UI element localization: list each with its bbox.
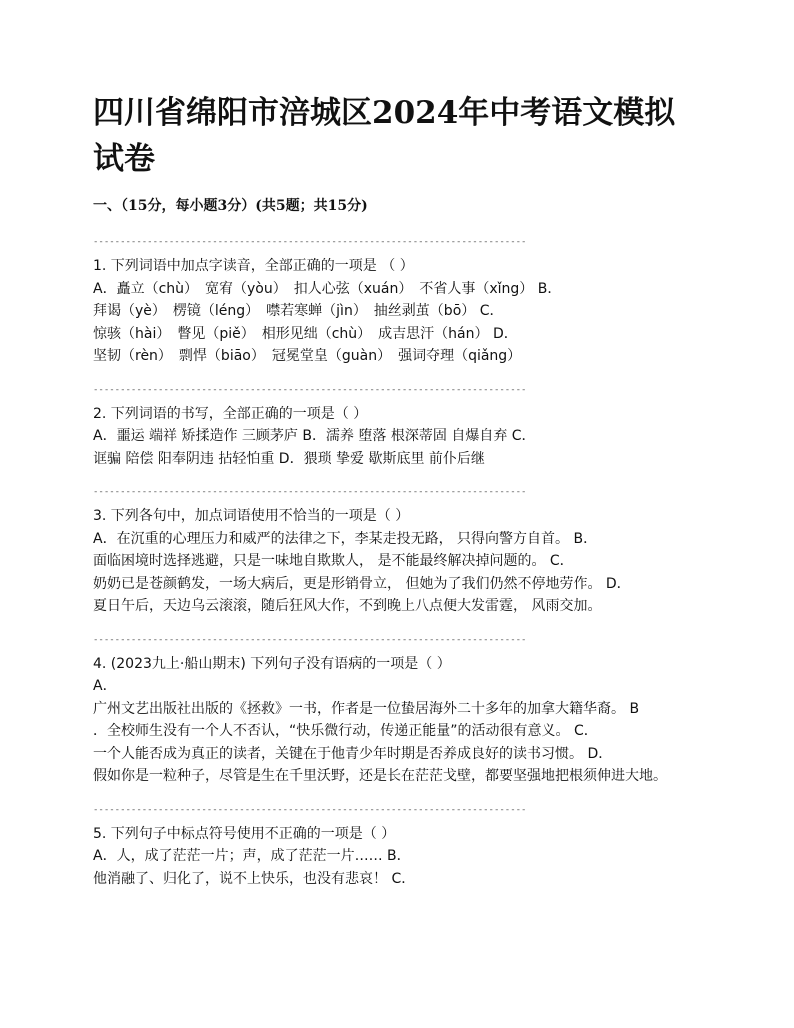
question-divider: -------------------------------------------------------------------------------- xyxy=(93,634,527,645)
question-text: 3. 下列各句中，加点词语使用不恰当的一项是（ ） A．在沉重的心理压力和威严的法律之下，李某走投无路， 只得向警方自首。 B． 面临困境时选择逃避，只是一味地自欺欺人， 是不能最终解决掉问题的。 C． 奶奶已是苍颜鹤发，一场大病后，更是形销骨立， 但她为了我们仍然不停地劳作。 D． 夏日午后，天边乌云滚滚，随后狂风大作，不到晚上八点便大发雷霆， 风雨交加。 xyxy=(93,508,631,614)
question-5 xyxy=(93,823,704,891)
question-divider: -------------------------------------------------------------------------------- xyxy=(93,487,527,497)
question-divider: -------------------------------------------------------------------------------- xyxy=(93,804,527,815)
question-3 xyxy=(93,505,704,618)
question-text: 5. 下列句子中标点符号使用不正确的一项是（ ） A．人，成了茫茫一片；声，成了茫茫一片…… B． 他消融了、归化了，说不上快乐，也没有悲哀！ C． xyxy=(93,825,416,887)
question-text: 1. 下列词语中加点字读音，全部正确的一项是 （ ） A．矗立（chù） 宽宥（yòu） 扣人心弦（xuán） 不省人事（xǐng） B． 拜谒（yè） 楞镜（léng） 噤若寒蝉（jìn） 抽丝剥茧（bō） C． 惊骇（hài） 瞥见（piě） 相形见绌（chù） 成吉思汗（hán） D． 坚韧（rèn） 剽悍（biāo） 冠冕堂皇（guàn） 强词夺理（qiǎng） xyxy=(93,258,562,364)
question-divider: -------------------------------------------------------------------------------- xyxy=(93,384,527,395)
question-1 xyxy=(93,255,704,368)
question-2 xyxy=(93,403,704,471)
section-heading: 一、（15分，每小题3分）(共5题；共15分) xyxy=(93,198,368,214)
question-text: 4. (2023九上·船山期末) 下列句子没有语病的一项是（ ） A． 广州文艺出版社出版的《拯救》一书，作者是一位蛰居海外二十多年的加拿大籍华裔。 B ．全校师生没有一个人不否认，“快乐微行动，传递正能量”的活动很有意义。 C． 一个人能否成为真正的读者，关键在于他青少年时期是否养成良好的读书习惯。 D． 假如你是一粒种子，尽管是生在千里沃野，还是长在茫茫戈壁，都要坚强地把根须伸进大地。 xyxy=(93,655,667,784)
question-4 xyxy=(93,653,704,788)
question-text: 2. 下列词语的书写，全部正确的一项是（ ） A．噩运 端祥 矫揉造作 三顾茅庐 B．濡养 堕落 根深蒂固 自爆自弃 C． 诓骗 陪偿 阳奉阴违 拈轻怕重 D．猥琐 挚爱 歇斯底里 前仆后继 xyxy=(93,405,536,467)
question-divider: -------------------------------------------------------------------------------- xyxy=(93,237,527,247)
page-title: 四川省绵阳市涪城区2024年中考语文模拟试卷 xyxy=(93,95,676,177)
